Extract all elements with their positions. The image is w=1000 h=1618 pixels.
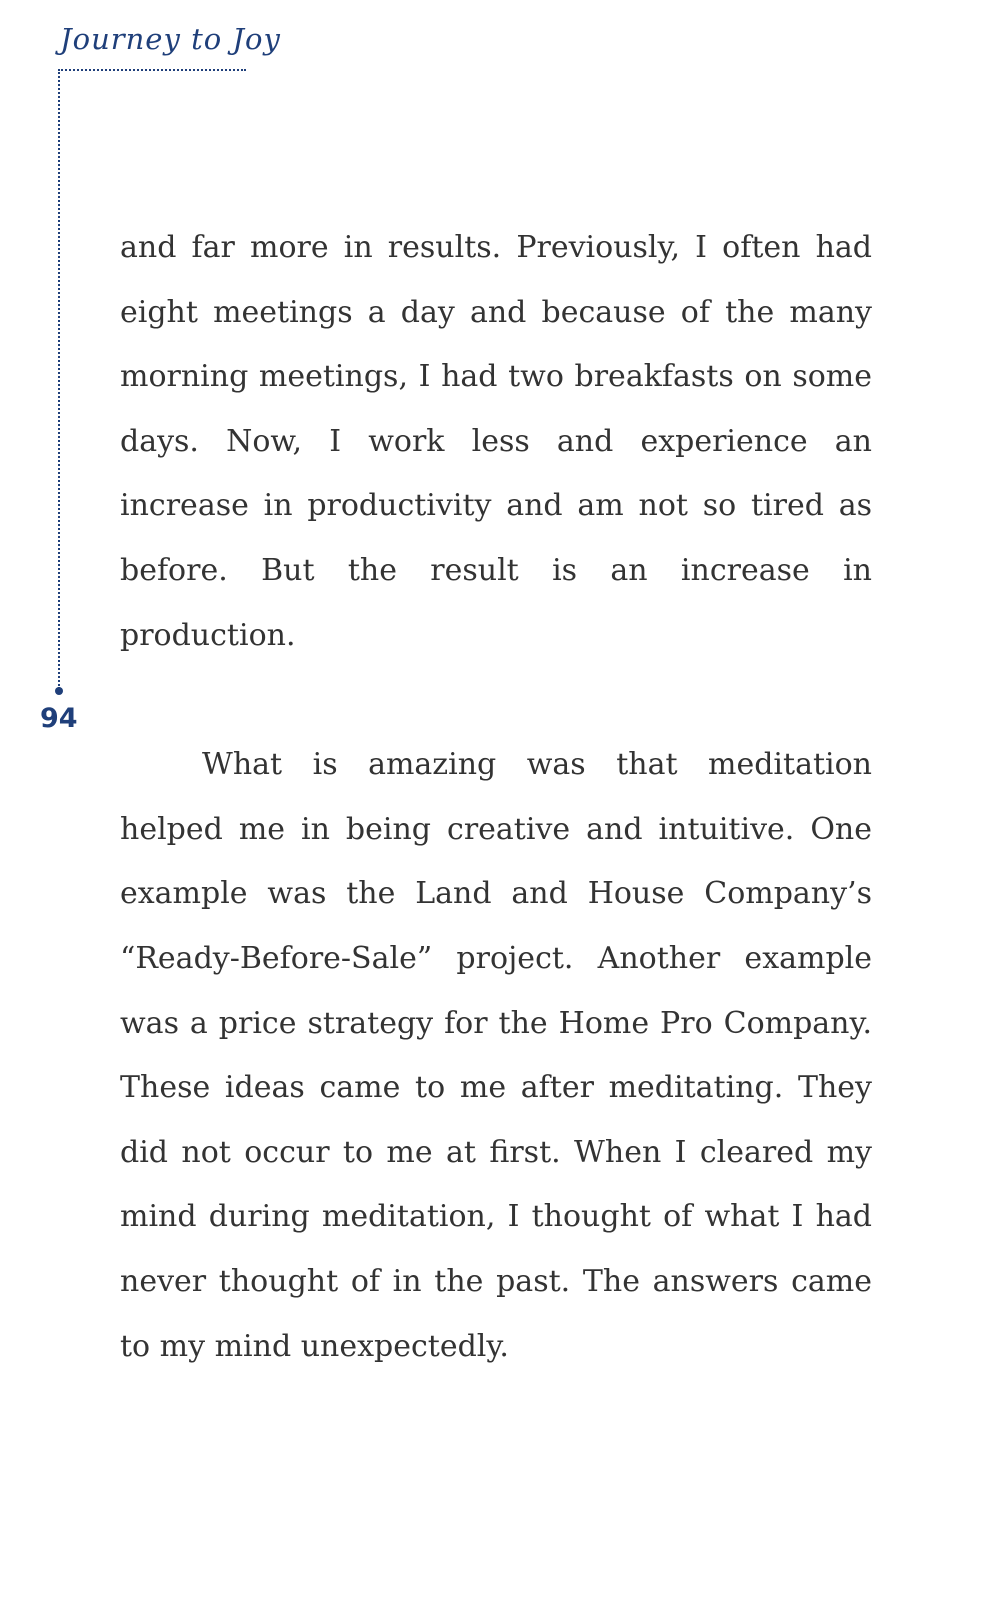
page-number: 94	[40, 703, 78, 734]
margin-dotted-rule	[58, 69, 60, 689]
running-title: Journey to Joy	[60, 22, 281, 56]
body-text	[120, 216, 872, 1379]
rule-end-dot	[55, 687, 63, 695]
paragraph: What is amazing was that meditation helped me in being creative and intuitive. One example was the Land and House Company’s “Ready-Before-Sale” project. Another example was a price strategy for the Home Pro Company. These ideas came to me after meditating. They did not occur to me at first. When I cleared my mind during meditation, I thought of what I had never thought of in the past. The answers came to my mind unexpectedly.	[120, 747, 872, 1364]
header-dotted-rule	[58, 69, 246, 71]
paragraph: and far more in results. Previously, I often had eight meetings a day and because of the many morning meetings, I had two breakfasts on some days. Now, I work less and experience an increase in productivity and am not so tired as before. But the result is an increase in production.	[120, 230, 872, 653]
